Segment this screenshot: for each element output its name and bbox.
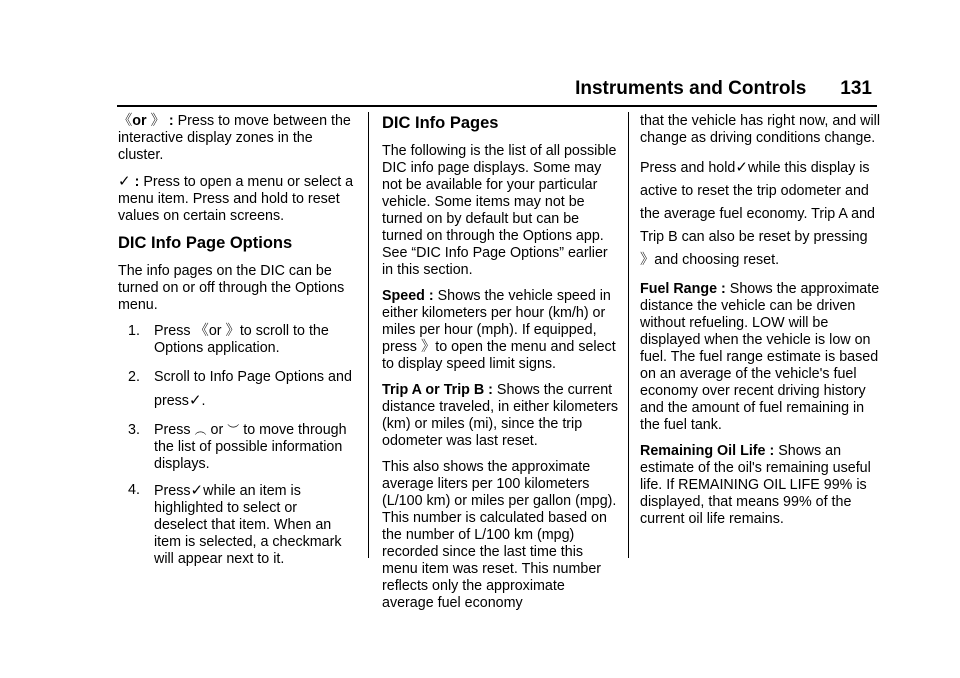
column-divider <box>368 112 369 558</box>
paragraph: Press and hold✓while this display is active to reset the trip odometer and the average fuel economy. Trip A and Trip B can also be reset by pressing 》and choosing reset. <box>640 159 875 268</box>
page-header <box>575 78 872 100</box>
list-item: 2. Scroll to Info Page Options and press✓. <box>128 369 352 409</box>
column-1 <box>118 113 354 577</box>
paragraph: This also shows the approximate average liters per 100 kilometers (L/100 km) or miles per gallon (mpg). This number is calculated based on the number of L/100 km (mpg) recorded since the last time this menu item was reset. This number reflects only the approximate average fuel economy <box>382 459 617 611</box>
header-rule <box>117 105 877 107</box>
list-item: 3. Press ︵ or ︶ to move through the list of possible information displays. <box>128 422 347 472</box>
right-arrow-icon: 》 <box>150 113 165 129</box>
paragraph: The following is the list of all possible DIC info page displays. Some may not be available for your particular vehicle. Some items may not be turned on by default but can be turned on through the Options app. See “DIC Info Page Options” earlier in this section. <box>382 143 617 278</box>
checkmark-icon: ✓ <box>188 392 202 409</box>
checkmark-icon: ✓ <box>118 173 131 190</box>
steps-list <box>118 323 354 568</box>
paragraph-oil-life: Remaining Oil Life : Shows an estimate of the oil's remaining useful life. If REMAINING OIL LIFE 99% is displayed, that means 99% of the current oil life remains. <box>640 443 871 527</box>
up-arrow-icon: ︵ <box>194 423 207 437</box>
paragraph-trip: Trip A or Trip B : Shows the current distance traveled, in either kilometers (km) or miles (mi), since the trip odometer was last reset. <box>382 382 619 449</box>
paragraph-speed: Speed : Shows the vehicle speed in either kilometers per hour (km/h) or miles per hour (mph). If equipped, press 》to open the menu and select to display speed limit signs. <box>382 288 616 372</box>
left-arrow-icon: 《 <box>194 323 209 339</box>
down-arrow-icon: ︶ <box>227 423 240 437</box>
paragraph-fuel-range: Fuel Range : Shows the approximate distance the vehicle can be driven without refueling. LOW will be displayed when the vehicle is low on fuel. The fuel range estimate is based on an average of the vehicle's fuel economy over recent driving history and the amount of fuel remaining in the fuel tank. <box>640 281 880 433</box>
left-arrow-icon: 《 <box>118 113 133 129</box>
paragraph: ✓ : Press to open a menu or select a menu item. Press and hold to reset values on certain screens. <box>118 173 354 224</box>
paragraph: that the vehicle has right now, and will change as driving conditions change. <box>640 113 881 146</box>
column-2 <box>382 113 618 621</box>
list-item: 1. Press 《or 》to scroll to the Options application. <box>128 323 329 356</box>
right-arrow-icon: 》 <box>640 252 655 268</box>
column-3 <box>640 113 880 537</box>
checkmark-icon: ✓ <box>735 159 748 176</box>
list-item: 4. Press✓while an item is highlighted to select or deselect that item. When an item is selected, a checkmark will appear next to it. <box>128 482 342 567</box>
page-number: 131 <box>840 78 872 99</box>
right-arrow-icon: 》 <box>225 323 240 339</box>
paragraph: 《or 》 : Press to move between the interactive display zones in the cluster. <box>118 113 351 163</box>
section-heading: DIC Info Pages <box>382 114 499 132</box>
paragraph: The info pages on the DIC can be turned on or off through the Options menu. <box>118 263 345 313</box>
section-title: Instruments and Controls <box>575 78 807 99</box>
section-heading: DIC Info Page Options <box>118 234 293 252</box>
right-arrow-icon: 》 <box>420 339 436 355</box>
column-divider <box>628 112 629 558</box>
checkmark-icon: ✓ <box>190 482 204 499</box>
